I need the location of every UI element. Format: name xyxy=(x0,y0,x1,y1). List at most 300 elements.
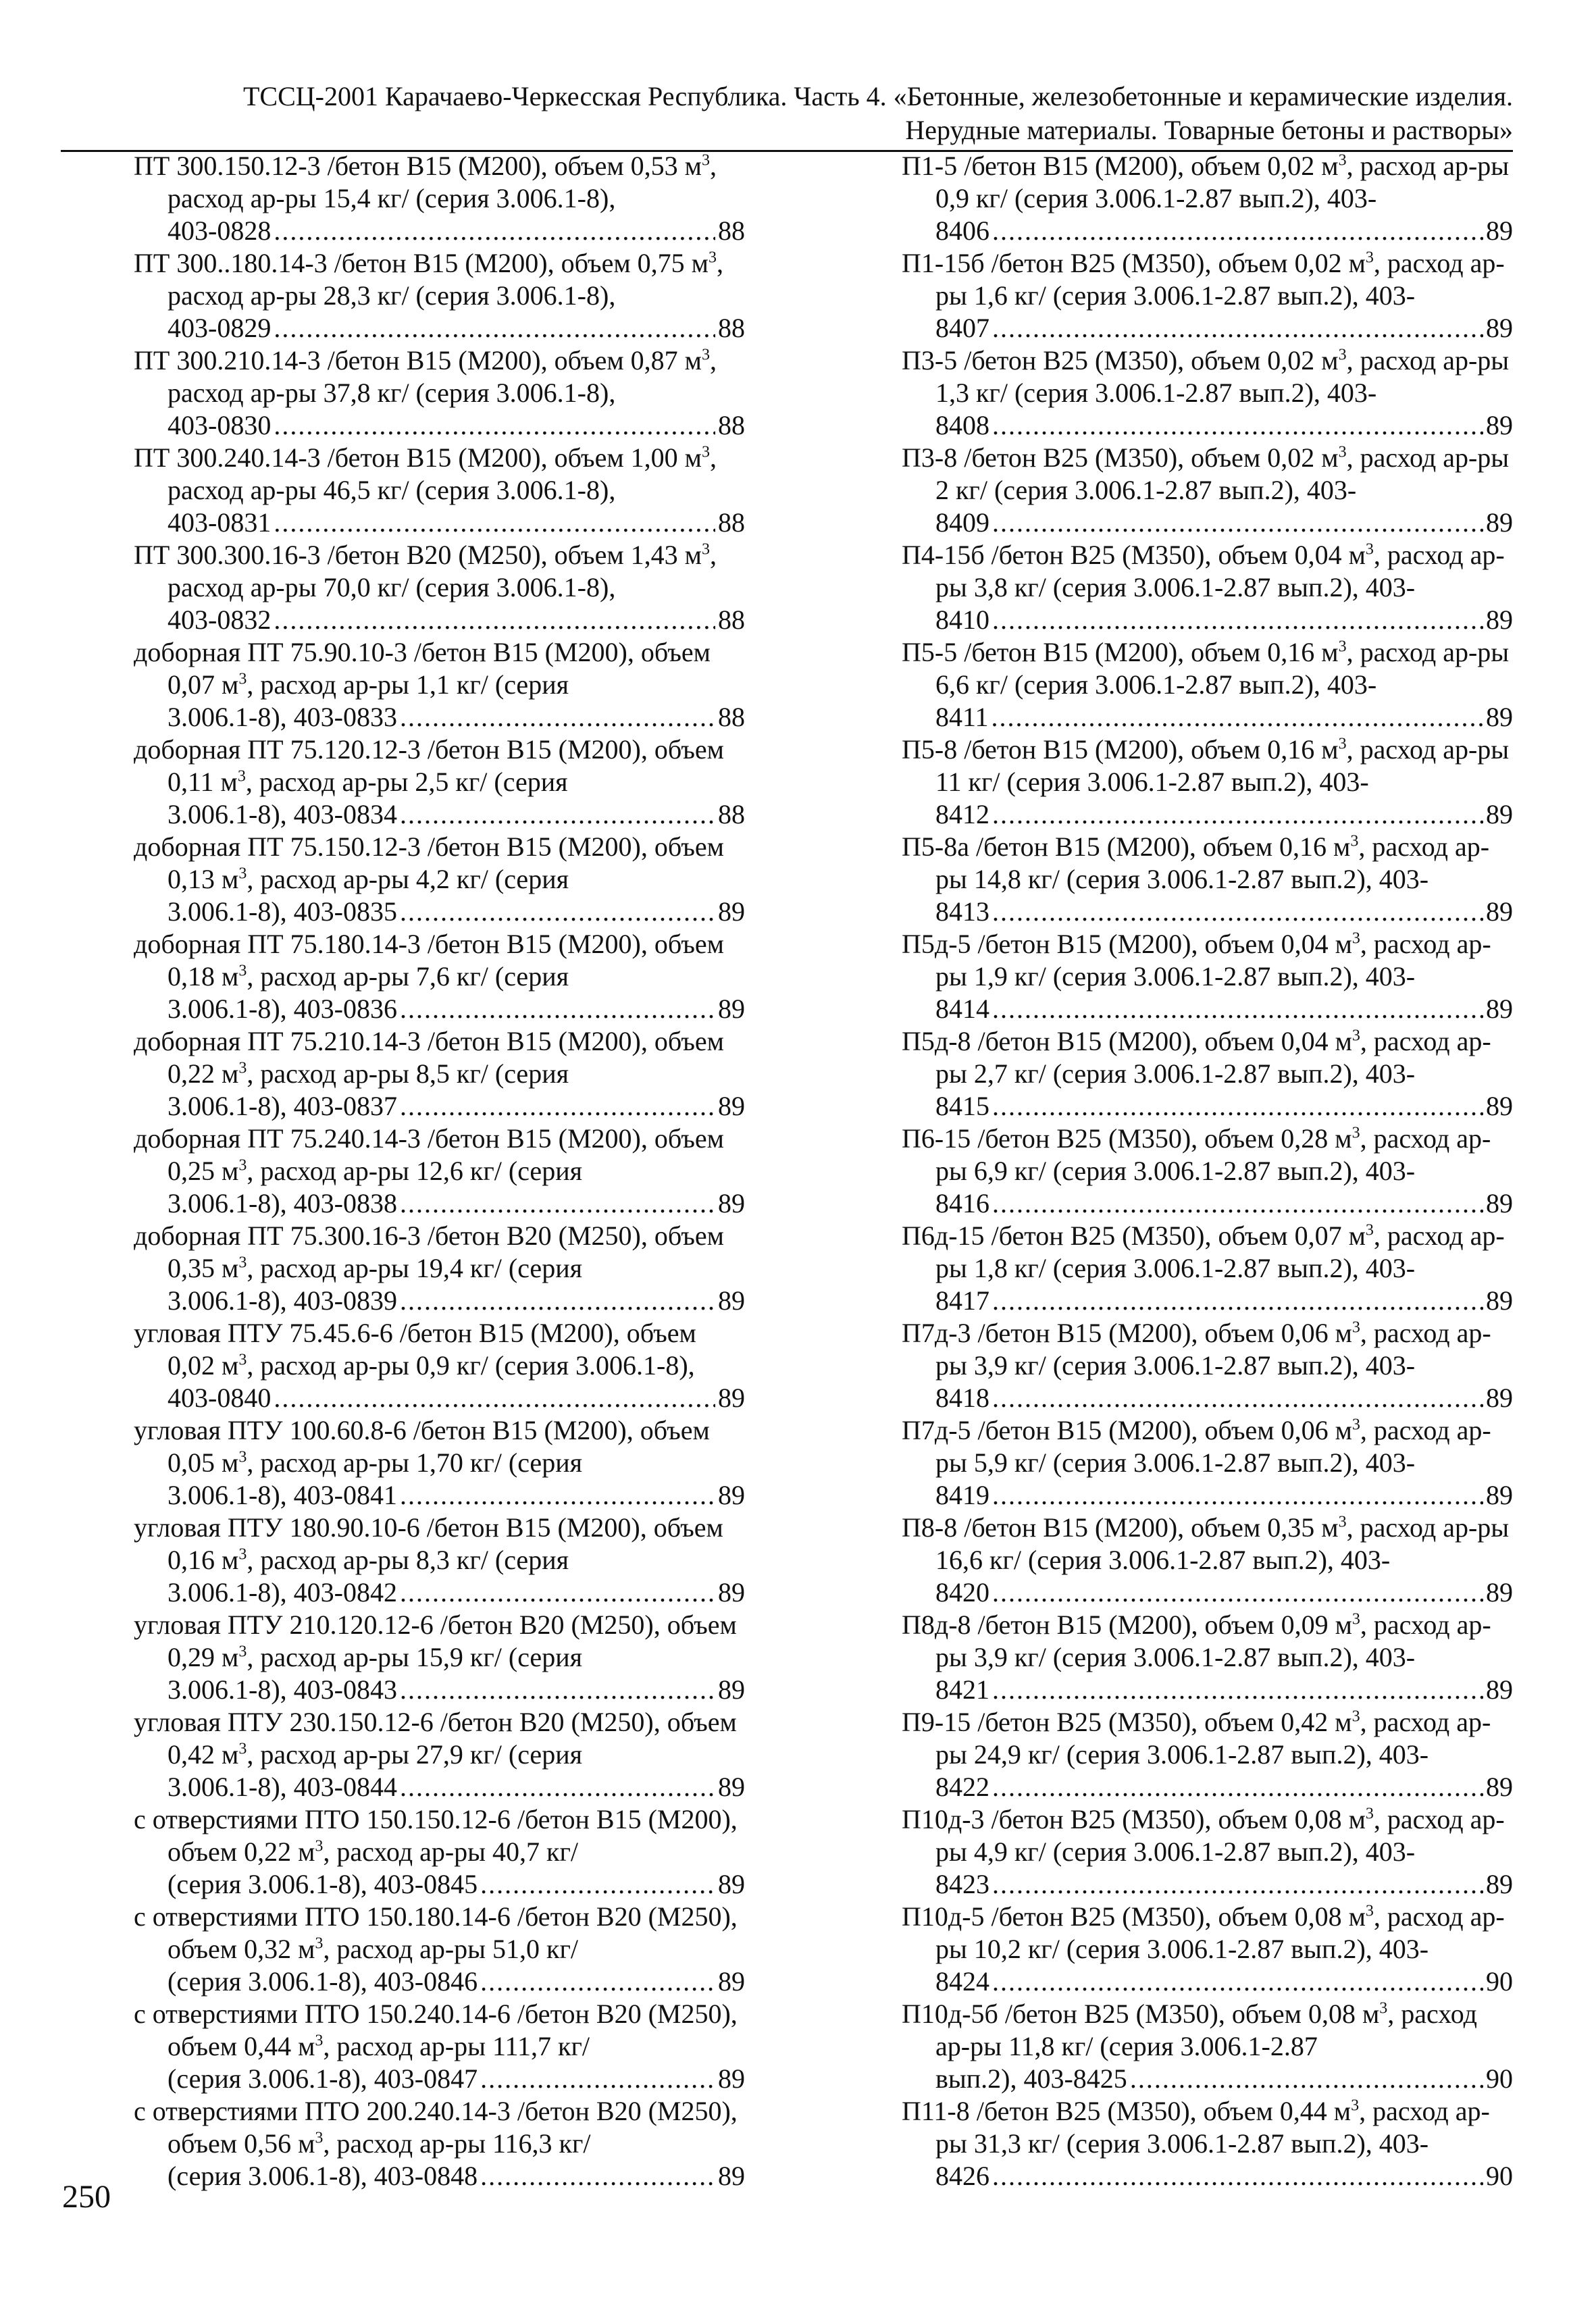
index-entry xyxy=(134,1512,745,1609)
entry-code: 3.006.1-8), 403-0843 xyxy=(168,1674,397,1705)
entry-reference-line xyxy=(935,1965,1513,1998)
entry-page-ref: 88 xyxy=(718,313,745,343)
index-entry xyxy=(902,1998,1513,2095)
dot-leader xyxy=(274,215,715,247)
index-column-right xyxy=(902,150,1513,2192)
entry-reference-line xyxy=(935,2160,1513,2192)
dot-leader xyxy=(992,701,1483,734)
entry-description xyxy=(134,151,717,213)
entry-reference-line xyxy=(168,1187,745,1220)
entry-page-ref: 89 xyxy=(718,2161,745,2191)
entry-reference-line xyxy=(168,2063,745,2095)
entry-description xyxy=(902,1999,1477,2061)
entry-text-cont: , расход ар-ры 46,5 кг/ (серия 3.006.1-8), xyxy=(168,442,717,505)
entry-text-cont: , расход ар-ры 11,8 кг/ (серия 3.006.1-2.87 xyxy=(935,1999,1477,2061)
cubic-superscript: 3 xyxy=(1352,1707,1360,1726)
header-line-2: Нерудные материалы. Товарные бетоны и растворы» xyxy=(905,115,1513,145)
entry-description xyxy=(902,831,1489,894)
entry-code: 8415 xyxy=(935,1091,989,1121)
entry-code: 8421 xyxy=(935,1674,989,1705)
dot-leader xyxy=(400,1285,715,1317)
entry-reference-line xyxy=(935,312,1513,344)
entry-text-cont: , расход ар-ры 40,7 кг/ xyxy=(323,1836,578,1867)
entry-text: угловая ПТУ 210.120.12-6 /бетон B20 (M250), объем 0,29 м xyxy=(134,1610,737,1672)
dot-leader xyxy=(992,1576,1483,1609)
dot-leader xyxy=(274,312,715,344)
entry-page-ref: 89 xyxy=(1486,1480,1513,1510)
entry-description xyxy=(134,1707,737,1770)
entry-code: 403-0830 xyxy=(168,410,272,440)
entry-text-cont: , расход ар-ры 2,5 кг/ (серия xyxy=(245,767,568,797)
cubic-superscript: 3 xyxy=(702,443,710,461)
entry-page-ref: 89 xyxy=(718,896,745,927)
index-entry xyxy=(134,734,745,831)
index-entry xyxy=(902,247,1513,344)
entry-reference-line xyxy=(168,2160,745,2192)
index-entry xyxy=(902,734,1513,831)
entry-reference-line xyxy=(168,1868,745,1901)
entry-code: 3.006.1-8), 403-0837 xyxy=(168,1091,397,1121)
entry-text: П5-8 /бетон B15 (M200), объем 0,16 м xyxy=(902,734,1339,765)
entry-code: 8420 xyxy=(935,1577,989,1608)
entry-text-cont: , расход ар-ры 1,9 кг/ (серия 3.006.1-2.87 вып.2), 403- xyxy=(935,929,1491,992)
entry-page-ref: 89 xyxy=(1486,702,1513,732)
entry-text: П10д-3 /бетон B25 (M350), объем 0,08 м xyxy=(902,1804,1366,1834)
entry-description xyxy=(134,929,724,992)
cubic-superscript: 3 xyxy=(1338,1513,1347,1531)
entry-page-ref: 89 xyxy=(718,1383,745,1413)
cubic-superscript: 3 xyxy=(238,962,247,980)
entry-page-ref: 89 xyxy=(1486,605,1513,635)
entry-text: угловая ПТУ 75.45.6-6 /бетон B15 (M200), объем 0,02 м xyxy=(134,1318,696,1381)
entry-description xyxy=(134,637,711,700)
index-entry xyxy=(134,1609,745,1706)
entry-text: доборная ПТ 75.150.12-3 /бетон B15 (M200), объем 0,13 м xyxy=(134,831,724,894)
cubic-superscript: 3 xyxy=(1379,1999,1388,2017)
entry-description xyxy=(902,1026,1491,1089)
cubic-superscript: 3 xyxy=(315,2032,324,2050)
entry-text-cont: , расход ар-ры 11 кг/ (серия 3.006.1-2.87 вып.2), 403- xyxy=(935,734,1510,797)
index-entry xyxy=(902,1025,1513,1123)
entry-reference-line xyxy=(935,798,1513,831)
cubic-superscript: 3 xyxy=(315,1934,324,1953)
cubic-superscript: 3 xyxy=(1338,346,1347,364)
entry-text-cont: , расход ар-ры 111,7 кг/ xyxy=(323,2031,590,2061)
entry-text: ПТ 300..180.14-3 /бетон B15 (M200), объем 0,75 м xyxy=(134,248,709,278)
index-entry xyxy=(134,636,745,734)
cubic-superscript: 3 xyxy=(238,1545,247,1564)
entry-description xyxy=(902,1901,1505,1964)
entry-reference-line xyxy=(168,1090,745,1123)
entry-reference-line xyxy=(168,1576,745,1609)
entry-page-ref: 88 xyxy=(718,215,745,246)
dot-leader xyxy=(400,993,715,1025)
dot-leader xyxy=(400,1479,715,1512)
dot-leader xyxy=(992,409,1483,442)
entry-code: 8418 xyxy=(935,1383,989,1413)
entry-text: П5д-8 /бетон B15 (M200), объем 0,04 м xyxy=(902,1026,1352,1056)
entry-code: 8417 xyxy=(935,1285,989,1316)
entry-reference-line xyxy=(935,409,1513,442)
entry-text-cont: , расход ар-ры 37,8 кг/ (серия 3.006.1-8), xyxy=(168,345,717,408)
entry-code: 8419 xyxy=(935,1480,989,1510)
entry-description xyxy=(902,734,1509,797)
entry-page-ref: 89 xyxy=(718,1772,745,1802)
cubic-superscript: 3 xyxy=(1338,443,1347,461)
entry-code: 403-0829 xyxy=(168,313,272,343)
entry-reference-line xyxy=(168,896,745,928)
entry-code: 3.006.1-8), 403-0841 xyxy=(168,1480,397,1510)
cubic-superscript: 3 xyxy=(238,1448,247,1466)
entry-text: с отверстиями ПТО 150.240.14-6 /бетон B20 (M250), объем 0,44 м xyxy=(134,1999,738,2061)
cubic-superscript: 3 xyxy=(702,540,710,559)
entry-reference-line xyxy=(935,215,1513,247)
entry-reference-line xyxy=(935,896,1513,928)
entry-text-cont: , расход ар-ры 15,9 кг/ (серия xyxy=(247,1642,582,1672)
entry-reference-line xyxy=(935,1868,1513,1901)
index-entry xyxy=(902,539,1513,636)
dot-leader xyxy=(992,896,1483,928)
index-entry xyxy=(902,1317,1513,1414)
entry-page-ref: 89 xyxy=(1486,1772,1513,1802)
index-entry xyxy=(134,1123,745,1220)
entry-page-ref: 89 xyxy=(718,1674,745,1705)
entry-text: П10д-5б /бетон B25 (M350), объем 0,08 м xyxy=(902,1999,1380,2029)
entry-reference-line xyxy=(168,215,745,247)
entry-text: угловая ПТУ 100.60.8-6 /бетон B15 (M200), объем 0,05 м xyxy=(134,1415,710,1478)
dot-leader xyxy=(992,993,1483,1025)
index-entry xyxy=(902,1609,1513,1706)
entry-code: 3.006.1-8), 403-0839 xyxy=(168,1285,397,1316)
dot-leader xyxy=(400,1674,715,1706)
entry-page-ref: 89 xyxy=(1486,1091,1513,1121)
entry-description xyxy=(902,345,1509,408)
entry-description xyxy=(134,1318,696,1381)
entry-page-ref: 89 xyxy=(1486,1383,1513,1413)
dot-leader xyxy=(992,1479,1483,1512)
entry-page-ref: 89 xyxy=(1486,1188,1513,1218)
cubic-superscript: 3 xyxy=(709,249,717,267)
entry-text-cont: , расход ар-ры 12,6 кг/ (серия xyxy=(247,1156,582,1186)
dot-leader xyxy=(480,2063,715,2095)
index-column-left xyxy=(134,150,745,2192)
cubic-superscript: 3 xyxy=(238,865,247,883)
entry-reference-line xyxy=(168,1771,745,1803)
entry-page-ref: 88 xyxy=(718,702,745,732)
entry-text-cont: , расход ар-ры 6,6 кг/ (серия 3.006.1-2.87 вып.2), 403- xyxy=(935,637,1510,700)
entry-description xyxy=(134,1610,737,1672)
entry-description xyxy=(902,1415,1491,1478)
index-entry xyxy=(902,831,1513,928)
entry-text-cont: , расход ар-ры 1,70 кг/ (серия xyxy=(247,1447,582,1478)
entry-description xyxy=(134,1999,738,2061)
entry-text: П6-15 /бетон B25 (M350), объем 0,28 м xyxy=(902,1123,1352,1154)
entry-text-cont: , расход ар-ры 3,9 кг/ (серия 3.006.1-2.87 вып.2), 403- xyxy=(935,1318,1491,1381)
entry-reference-line xyxy=(168,1965,745,1998)
entry-code: 3.006.1-8), 403-0833 xyxy=(168,702,397,732)
dot-leader xyxy=(274,507,715,539)
entry-text: доборная ПТ 75.180.14-3 /бетон B15 (M200), объем 0,18 м xyxy=(134,929,724,992)
entry-code: 8416 xyxy=(935,1188,989,1218)
entry-page-ref: 89 xyxy=(1486,507,1513,538)
entry-text-cont: , расход ар-ры 1,8 кг/ (серия 3.006.1-2.87 вып.2), 403- xyxy=(935,1220,1505,1283)
entry-reference-line xyxy=(168,1382,745,1414)
entry-code: 8424 xyxy=(935,1966,989,1997)
entry-text: П9-15 /бетон B25 (M350), объем 0,42 м xyxy=(902,1707,1352,1737)
entry-page-ref: 89 xyxy=(718,1091,745,1121)
dot-leader xyxy=(480,1868,715,1901)
dot-leader xyxy=(274,604,715,636)
dot-leader xyxy=(400,701,715,734)
cubic-superscript: 3 xyxy=(315,1837,324,1855)
cubic-superscript: 3 xyxy=(1350,832,1359,850)
entry-description xyxy=(134,540,717,602)
index-entry xyxy=(134,1220,745,1317)
entry-description xyxy=(134,345,717,408)
cubic-superscript: 3 xyxy=(238,1156,247,1175)
entry-text: П3-8 /бетон B25 (M350), объем 0,02 м xyxy=(902,442,1339,473)
entry-description xyxy=(134,1901,738,1964)
entry-text-cont: , расход ар-ры 0,9 кг/ (серия 3.006.1-2.87 вып.2), 403- xyxy=(935,151,1510,213)
index-entry xyxy=(134,1803,745,1901)
entry-code: 403-0828 xyxy=(168,215,272,246)
entry-text-cont: , расход ар-ры 3,9 кг/ (серия 3.006.1-2.87 вып.2), 403- xyxy=(935,1610,1491,1672)
entry-reference-line xyxy=(935,1285,1513,1317)
index-entry xyxy=(134,1706,745,1803)
entry-description xyxy=(902,2096,1490,2159)
index-entry xyxy=(902,1901,1513,1998)
entry-description xyxy=(134,1123,724,1186)
entry-text: с отверстиями ПТО 200.240.14-3 /бетон B20 (M250), объем 0,56 м xyxy=(134,2096,738,2159)
entry-page-ref: 88 xyxy=(718,799,745,829)
cubic-superscript: 3 xyxy=(702,346,710,364)
entry-text-cont: , расход ар-ры 1,3 кг/ (серия 3.006.1-2.87 вып.2), 403- xyxy=(935,345,1510,408)
dot-leader xyxy=(992,1187,1483,1220)
entry-page-ref: 89 xyxy=(1486,215,1513,246)
entry-reference-line xyxy=(935,1479,1513,1512)
entry-text: П5-5 /бетон B15 (M200), объем 0,16 м xyxy=(902,637,1339,667)
entry-description xyxy=(134,1804,738,1867)
cubic-superscript: 3 xyxy=(1365,540,1374,559)
entry-text-cont: , расход ар-ры 5,9 кг/ (серия 3.006.1-2.87 вып.2), 403- xyxy=(935,1415,1491,1478)
entry-code: 8412 xyxy=(935,799,989,829)
entry-reference-line xyxy=(935,604,1513,636)
cubic-superscript: 3 xyxy=(1352,1318,1360,1337)
entry-page-ref: 89 xyxy=(718,2063,745,2094)
entry-page-ref: 89 xyxy=(718,994,745,1024)
entry-description xyxy=(902,442,1509,505)
dot-leader xyxy=(400,896,715,928)
entry-text: с отверстиями ПТО 150.180.14-6 /бетон B20 (M250), объем 0,32 м xyxy=(134,1901,738,1964)
entry-page-ref: 89 xyxy=(718,1285,745,1316)
entry-page-ref: 89 xyxy=(1486,1674,1513,1705)
entry-page-ref: 90 xyxy=(1486,2063,1513,2094)
entry-page-ref: 89 xyxy=(1486,1285,1513,1316)
entry-text: П1-5 /бетон B15 (M200), объем 0,02 м xyxy=(902,151,1339,181)
index-entry xyxy=(134,1998,745,2095)
entry-reference-line xyxy=(168,1674,745,1706)
entry-text-cont: , расход ар-ры 27,9 кг/ (серия xyxy=(247,1739,582,1770)
entry-description xyxy=(134,442,717,505)
dot-leader xyxy=(1130,2063,1483,2095)
entry-text-cont: , расход ар-ры 3,8 кг/ (серия 3.006.1-2.87 вып.2), 403- xyxy=(935,540,1505,602)
entry-code: 3.006.1-8), 403-0834 xyxy=(168,799,397,829)
entry-code: 8409 xyxy=(935,507,989,538)
entry-text: П5д-5 /бетон B15 (M200), объем 0,04 м xyxy=(902,929,1352,959)
entry-reference-line xyxy=(168,507,745,539)
entry-page-ref: 89 xyxy=(1486,1577,1513,1608)
entry-text-cont: , расход ар-ры 31,3 кг/ (серия 3.006.1-2.87 вып.2), 403- xyxy=(935,2096,1490,2159)
cubic-superscript: 3 xyxy=(1365,1902,1374,1920)
entry-text-cont: , расход ар-ры 116,3 кг/ xyxy=(323,2128,591,2159)
index-entry xyxy=(902,150,1513,247)
entry-text-cont: , расход ар-ры 8,5 кг/ (серия xyxy=(247,1058,569,1089)
entry-description xyxy=(134,248,723,311)
entry-description xyxy=(134,734,724,797)
entry-page-ref: 89 xyxy=(1486,1869,1513,1899)
cubic-superscript: 3 xyxy=(1365,1221,1374,1239)
entry-reference-line xyxy=(168,312,745,344)
entry-text-cont: , расход ар-ры 16,6 кг/ (серия 3.006.1-2.87 вып.2), 403- xyxy=(935,1512,1510,1575)
entry-page-ref: 89 xyxy=(718,1188,745,1218)
dot-leader xyxy=(992,507,1483,539)
index-entry xyxy=(134,442,745,539)
dot-leader xyxy=(480,2160,715,2192)
dot-leader xyxy=(400,1090,715,1123)
entry-description xyxy=(902,1512,1509,1575)
entry-code: 403-0832 xyxy=(168,605,272,635)
entry-text: ПТ 300.240.14-3 /бетон B15 (M200), объем 1,00 м xyxy=(134,442,702,473)
dot-leader xyxy=(992,798,1483,831)
cubic-superscript: 3 xyxy=(1352,1610,1360,1628)
entry-page-ref: 88 xyxy=(718,410,745,440)
index-entry xyxy=(134,831,745,928)
cubic-superscript: 3 xyxy=(1352,1416,1360,1434)
entry-page-ref: 89 xyxy=(718,1966,745,1997)
entry-text-cont: , расход ар-ры 7,6 кг/ (серия xyxy=(247,961,569,992)
index-entry xyxy=(134,247,745,344)
index-entry xyxy=(134,1025,745,1123)
index-entry xyxy=(902,2095,1513,2192)
entry-reference-line xyxy=(935,1576,1513,1609)
index-entry xyxy=(902,1220,1513,1317)
entry-page-ref: 90 xyxy=(1486,1966,1513,1997)
entry-text: П8-8 /бетон B15 (M200), объем 0,35 м xyxy=(902,1512,1339,1543)
dot-leader xyxy=(480,1965,715,1998)
entry-code: (серия 3.006.1-8), 403-0845 xyxy=(168,1869,478,1899)
entry-description xyxy=(902,1220,1505,1283)
dot-leader xyxy=(274,409,715,442)
index-entry xyxy=(902,1123,1513,1220)
index-entry xyxy=(134,1317,745,1414)
entry-description xyxy=(902,637,1509,700)
entry-code: 8422 xyxy=(935,1772,989,1802)
entry-description xyxy=(134,1220,724,1283)
entry-text: ПТ 300.300.16-3 /бетон B20 (M250), объем 1,43 м xyxy=(134,540,702,570)
entry-code: 8426 xyxy=(935,2161,989,2191)
cubic-superscript: 3 xyxy=(1352,1124,1360,1142)
entry-reference-line xyxy=(168,993,745,1025)
entry-text: П7д-5 /бетон B15 (M200), объем 0,06 м xyxy=(902,1415,1352,1445)
entry-text: П4-15б /бетон B25 (M350), объем 0,04 м xyxy=(902,540,1366,570)
entry-text-cont: , расход ар-ры 15,4 кг/ (серия 3.006.1-8), xyxy=(168,151,717,213)
entry-reference-line xyxy=(168,1285,745,1317)
entry-code: 8406 xyxy=(935,215,989,246)
index-entry xyxy=(134,150,745,247)
dot-leader xyxy=(992,1090,1483,1123)
entry-reference-line xyxy=(168,798,745,831)
cubic-superscript: 3 xyxy=(1351,2097,1360,2115)
index-entry xyxy=(902,1706,1513,1803)
dot-leader xyxy=(992,1965,1483,1998)
dot-leader xyxy=(992,1868,1483,1901)
index-entry xyxy=(902,1512,1513,1609)
entry-text-cont: , расход ар-ры 70,0 кг/ (серия 3.006.1-8), xyxy=(168,540,717,602)
page-header xyxy=(61,80,1513,147)
entry-code: 3.006.1-8), 403-0842 xyxy=(168,1577,397,1608)
entry-page-ref: 89 xyxy=(1486,799,1513,829)
index-entry xyxy=(902,636,1513,734)
dot-leader xyxy=(992,215,1483,247)
cubic-superscript: 3 xyxy=(1365,249,1374,267)
entry-text-cont: , расход ар-ры 4,9 кг/ (серия 3.006.1-2.87 вып.2), 403- xyxy=(935,1804,1505,1867)
entry-text: ПТ 300.210.14-3 /бетон B15 (M200), объем 0,87 м xyxy=(134,345,702,376)
dot-leader xyxy=(992,1771,1483,1803)
entry-reference-line xyxy=(935,993,1513,1025)
entry-text-cont: , расход ар-ры 6,9 кг/ (серия 3.006.1-2.87 вып.2), 403- xyxy=(935,1123,1491,1186)
entry-code: 8407 xyxy=(935,313,989,343)
entry-description xyxy=(902,1707,1491,1770)
entry-description xyxy=(902,1318,1491,1381)
entry-text: доборная ПТ 75.300.16-3 /бетон B20 (M250), объем 0,35 м xyxy=(134,1220,724,1283)
entry-text-cont: , расход ар-ры 0,9 кг/ (серия 3.006.1-8), xyxy=(247,1350,695,1381)
index-entry xyxy=(902,1803,1513,1901)
entry-text: П5-8а /бетон B15 (M200), объем 0,16 м xyxy=(902,831,1351,862)
entry-text-cont: , расход ар-ры 51,0 кг/ xyxy=(323,1934,578,1964)
entry-page-ref: 89 xyxy=(1486,313,1513,343)
entry-reference-line xyxy=(168,604,745,636)
entry-description xyxy=(902,540,1505,602)
entry-description xyxy=(902,248,1505,311)
entry-code: 3.006.1-8), 403-0836 xyxy=(168,994,397,1024)
entry-text-cont: , расход ар-ры 24,9 кг/ (серия 3.006.1-2.87 вып.2), 403- xyxy=(935,1707,1491,1770)
entry-reference-line xyxy=(168,701,745,734)
entry-text: ПТ 300.150.12-3 /бетон B15 (M200), объем 0,53 м xyxy=(134,151,702,181)
cubic-superscript: 3 xyxy=(238,1351,247,1369)
entry-text: доборная ПТ 75.90.10-3 /бетон B15 (M200), объем 0,07 м xyxy=(134,637,711,700)
dot-leader xyxy=(992,1285,1483,1317)
index-entry xyxy=(902,1414,1513,1512)
dot-leader xyxy=(992,1382,1483,1414)
entry-code: 3.006.1-8), 403-0838 xyxy=(168,1188,397,1218)
entry-text: П8д-8 /бетон B15 (M200), объем 0,09 м xyxy=(902,1610,1352,1640)
cubic-superscript: 3 xyxy=(1365,1805,1374,1823)
dot-leader xyxy=(992,2160,1483,2192)
entry-text-cont: , расход ар-ры 19,4 кг/ (серия xyxy=(247,1253,582,1283)
entry-text: П3-5 /бетон B25 (M350), объем 0,02 м xyxy=(902,345,1339,376)
cubic-superscript: 3 xyxy=(1352,929,1360,948)
entry-text: доборная ПТ 75.240.14-3 /бетон B15 (M200), объем 0,25 м xyxy=(134,1123,724,1186)
entry-reference-line xyxy=(935,1674,1513,1706)
entry-code: (серия 3.006.1-8), 403-0846 xyxy=(168,1966,478,1997)
entry-description xyxy=(902,1804,1505,1867)
cubic-superscript: 3 xyxy=(238,1740,247,1758)
entry-text: угловая ПТУ 230.150.12-6 /бетон B20 (M250), объем 0,42 м xyxy=(134,1707,737,1770)
entry-text-cont: , расход ар-ры 1,6 кг/ (серия 3.006.1-2.87 вып.2), 403- xyxy=(935,248,1505,311)
index-entry xyxy=(134,1901,745,1998)
entry-code: 8411 xyxy=(935,702,989,732)
entry-code: 8408 xyxy=(935,410,989,440)
